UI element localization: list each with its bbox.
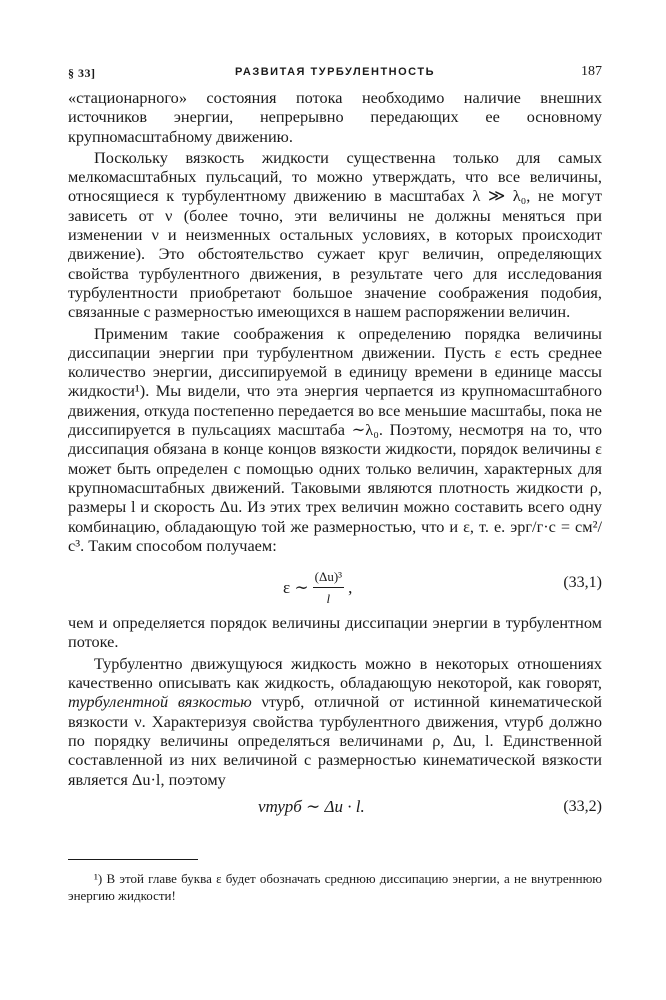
running-header: [68, 62, 602, 88]
fraction: [313, 567, 344, 609]
page-number: 187: [581, 64, 602, 79]
equation-number: (33,2): [563, 797, 602, 815]
paragraph-5-start: Турбулентно движущуюся жидкость можно в некоторых отношениях качественно описывать как жидкость, обладающую некоторой, как говорят,: [68, 653, 602, 693]
equation-33-1: [68, 555, 602, 613]
book-page: [68, 62, 602, 904]
paragraph-4: чем и определяется порядок величины диссипации энергии в турбулентном потоке.: [68, 613, 602, 652]
footnote-divider: [68, 859, 198, 860]
paragraph-5: [68, 654, 602, 789]
italic-term: турбулентной вязкостью: [68, 692, 252, 712]
equation-trail: ,: [348, 578, 353, 598]
fraction-denominator: l: [326, 591, 331, 607]
paragraph-5-end: νтурб, отличной от истинной кинематической вязкости ν. Характеризуя свойства турбулентного движения, νтурб должно по порядку величины определяться величинами ρ, Δu, l. Единственной составленной из них величиной с размерностью кинематической вязкости является Δu·l, поэтому: [68, 692, 603, 789]
equation-expression: νтурб ∼ Δu · l.: [258, 796, 365, 816]
section-number: § 33]: [68, 66, 96, 80]
paragraph-2: Поскольку вязкость жидкости существенна только для самых мелкомасштабных пульсаций, то можно утверждать, что все величины, относящиеся к турбулентному движению в масштабах λ ≫ λ₀, не могут зависеть от ν (более точно, эти величины не должны меняться при изменении ν и неизменных остальных условиях, в которых происходит движение). Это обстоятельство сужает круг величин, определяющих свойства турбулентного движения, в результате чего для исследования турбулентности приобретают большое значение соображения подобия, связанные с размерностью имеющихся в нашем распоряжении величин.: [68, 147, 602, 322]
fraction-numerator: (Δu)³: [313, 567, 344, 588]
footnote: ¹) В этой главе буква ε будет обозначать среднюю диссипацию энергии, а не внутреннюю энергию жидкости!: [68, 870, 602, 903]
equation-expression: [283, 567, 352, 609]
body-text: [68, 88, 602, 829]
paragraph-3: Применим такие соображения к определению порядка величины диссипации энергии при турбулентном движении. Пусть ε есть среднее количество энергии, диссипируемой в единицу времени в единице массы жидкости¹). Мы видели, что эта энергия черпается из крупномасштабного движения, откуда постепенно передается во все меньшие масштабы, пока не диссипируется в пульсациях масштаба ∼λ₀. Поэтому, несмотря на то, что диссипация обязана в конце концов вязкости жидкости, порядок величины ε может быть определен с помощью одних только величин, характерных для крупномасштабных движений. Таковыми являются плотность жидкости ρ, размеры l и скорость Δu. Из этих трех величин можно составить всего одну комбинацию, обладающую той же размерностью, что и ε, т. е. эрг/г·с = см²/с³. Таким способом получаем:: [68, 323, 602, 555]
equation-number: (33,1): [563, 574, 602, 592]
paragraph-1: «стационарного» состояния потока необходимо наличие внешних источников энергии, непрерывно передающих ее основному крупномасштабному движению.: [68, 88, 602, 146]
equation-33-2: [68, 789, 602, 829]
chapter-title: РАЗВИТАЯ ТУРБУЛЕНТНОСТЬ: [235, 66, 435, 78]
equation-lhs: ε ∼: [283, 578, 309, 598]
